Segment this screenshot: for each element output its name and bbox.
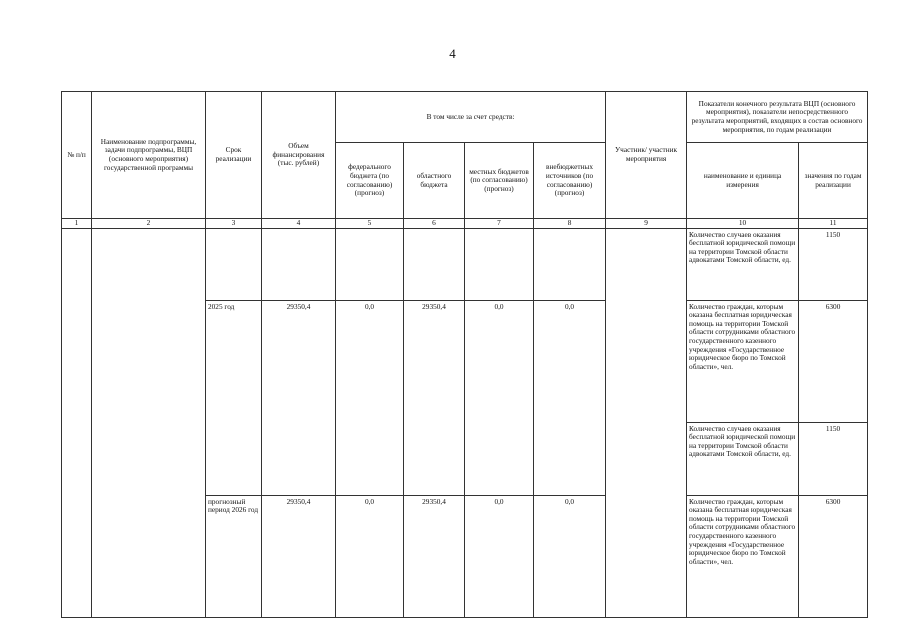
header-indicator-name: наименование и единица измерения — [687, 143, 799, 219]
column-number: 2 — [92, 219, 206, 229]
local-cell: 0,0 — [465, 495, 534, 617]
column-number: 11 — [799, 219, 868, 229]
indicator-name-cell: Количество граждан, которым оказана бесплатная юридическая помощь на территории Томской области сотрудниками областного государственного казенного учреждения «Государственное юридическое бюро по Томской области», чел. — [687, 495, 799, 617]
indicator-name-cell: Количество случаев оказания бесплатной юридической помощи на территории Томской области адвокатами Томской области, ед. — [687, 228, 799, 300]
page-number: 4 — [449, 46, 456, 61]
participant-cell — [606, 228, 687, 617]
extrabudget-cell: 0,0 — [534, 495, 606, 617]
header-local: местных бюджетов (по согласованию) (прогноз) — [465, 143, 534, 219]
name-cell — [92, 228, 206, 617]
indicator-value-cell: 1150 — [799, 228, 868, 300]
num-cell — [62, 228, 92, 617]
extrabudget-cell — [534, 228, 606, 300]
column-number: 10 — [687, 219, 799, 229]
period-cell — [206, 228, 262, 300]
column-number: 8 — [534, 219, 606, 229]
header-regional: областного бюджета — [404, 143, 465, 219]
indicator-value-cell: 6300 — [799, 495, 868, 617]
federal-cell: 0,0 — [336, 300, 404, 495]
header-extrabudget: внебюджетных источников (по согласованию) (прогноз) — [534, 143, 606, 219]
column-number: 1 — [62, 219, 92, 229]
indicator-value-cell: 6300 — [799, 300, 868, 422]
federal-cell: 0,0 — [336, 495, 404, 617]
column-number: 3 — [206, 219, 262, 229]
header-participant: Участник/ участник мероприятия — [606, 92, 687, 219]
header-indicators-group: Показатели конечного результата ВЦП (основного мероприятия), показатели непосредственного результата мероприятий, входящих в состав основного мероприятия, по годам реализации — [687, 92, 868, 143]
period-cell: 2025 год — [206, 300, 262, 495]
regional-cell: 29350,4 — [404, 300, 465, 495]
indicator-name-cell: Количество граждан, которым оказана бесплатная юридическая помощь на территории Томской области сотрудниками областного государственного казенного учреждения «Государственное юридическое бюро по Томской области», чел. — [687, 300, 799, 422]
program-table — [61, 91, 868, 618]
regional-cell: 29350,4 — [404, 495, 465, 617]
column-number: 9 — [606, 219, 687, 229]
table-row — [62, 228, 868, 300]
header-indicator-value: значения по годам реализации — [799, 143, 868, 219]
header-num: № п/п — [62, 92, 92, 219]
volume-cell: 29350,4 — [262, 300, 336, 495]
header-row-1 — [62, 92, 868, 143]
column-number: 7 — [465, 219, 534, 229]
column-number: 6 — [404, 219, 465, 229]
local-cell: 0,0 — [465, 300, 534, 495]
header-name: Наименование подпрограммы, задачи подпрограммы, ВЦП (основного мероприятия) государственной программы — [92, 92, 206, 219]
header-sources-group: В том числе за счет средств: — [336, 92, 606, 143]
local-cell — [465, 228, 534, 300]
column-number-row — [62, 219, 868, 229]
extrabudget-cell: 0,0 — [534, 300, 606, 495]
header-period: Срок реализации — [206, 92, 262, 219]
volume-cell: 29350,4 — [262, 495, 336, 617]
regional-cell — [404, 228, 465, 300]
indicator-name-cell: Количество случаев оказания бесплатной юридической помощи на территории Томской области адвокатами Томской области, ед. — [687, 422, 799, 495]
column-number: 4 — [262, 219, 336, 229]
volume-cell — [262, 228, 336, 300]
indicator-value-cell: 1150 — [799, 422, 868, 495]
header-volume: Объем финансирования (тыс. рублей) — [262, 92, 336, 219]
federal-cell — [336, 228, 404, 300]
header-federal: федерального бюджета (по согласованию) (прогноз) — [336, 143, 404, 219]
column-number: 5 — [336, 219, 404, 229]
period-cell: прогнозный период 2026 год — [206, 495, 262, 617]
